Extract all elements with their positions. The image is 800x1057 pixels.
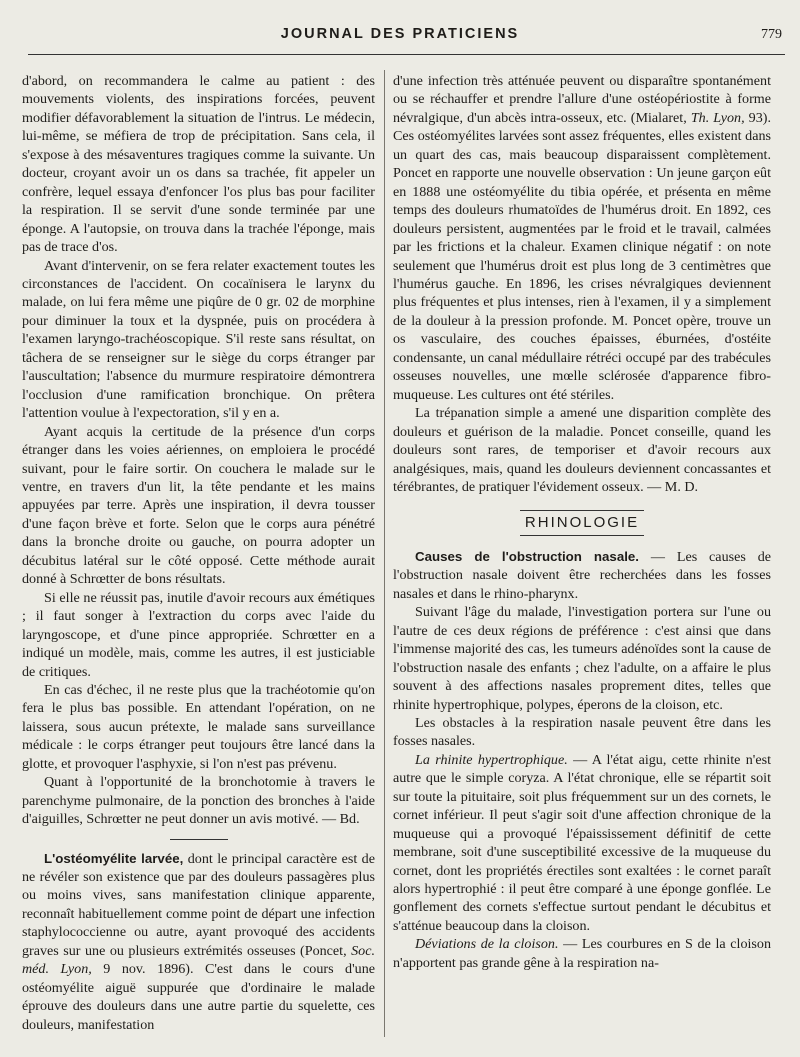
paragraph: Quant à l'opportunité de la bronchotomie à travers le parenchyme pulmonaire, de la ponction des bronches à l'aide d'aiguilles, Schrœtter ne peut donner un avis motivé. — Bd. bbox=[22, 774, 375, 828]
paragraph: Ayant acquis la certitude de la présence d'un corps étranger dans les voies aériennes, on emploiera le procédé suivant, pour le faire sortir. On couchera le malade sur le ventre, en travers d'un lit, la tête pendante et les mains appuyées par terre. Après une inspiration, il devra tousser d'une façon brève et forte. Selon que le corps aura pénétré dans la bronche droite ou gauche, on pourra adopter un décubitus latéral sur le côté opposé. Cette méthode aurait donné à Schrœtter de bons résultats. bbox=[22, 423, 375, 588]
header-rule bbox=[28, 54, 785, 55]
article-text: dont le principal caractère est de ne révéler son existence que par des douleurs passagères plus ou moins vives, sans manifestation clinique apparente, reconnaît habituellement comme point de départ une infection staphylococcienne ou autre, ayant provoqué des accidents graves sur une ou plusieurs extrémités osseuses (Poncet, bbox=[22, 850, 375, 959]
article-lead: L'ostéomyélite larvée, bbox=[44, 850, 184, 866]
page-number: 779 bbox=[761, 27, 782, 42]
article-separator bbox=[170, 839, 228, 840]
citation: Th. Lyon, bbox=[690, 109, 745, 126]
paragraph: Avant d'intervenir, on se fera relater exactement toutes les circonstances de l'accident. On cocaïnisera le larynx du malade, on lui fera même une piqûre de 0 gr. 02 de morphine pour diminuer la toux et la dyspnée, puis on procédera à l'examen laryngo-trachéoscopique. S'il reste sans résultat, on tâchera de se renseigner sur le siège du corps étranger par l'auscultation; l'absence du murmure respiratoire démontrera l'occlusion d'une ramification bronchique. On prêtera l'attention voulue à l'expectoration, s'il y en a. bbox=[22, 257, 375, 422]
left-column bbox=[22, 72, 375, 1057]
article-text: 9 nov. 1896). C'est dans le cours d'une ostéomyélite aiguë suppurée que d'ordinaire le malade éprouve des douleurs dans une autre partie du squelette, ces douleurs, manifestation bbox=[22, 961, 375, 1033]
paragraph: Suivant l'âge du malade, l'investigation portera sur l'une ou l'autre de ces deux régions de préférence : c'est ainsi que dans l'immense majorité des cas, les tumeurs adénoïdes sont la cause de l'obstruction nasale des enfants ; chez l'adulte, on a affaire le plus souvent à des affections nasales proprement dites, telles que rhinite hypertrophique, polypes, éperons de la cloison, etc. bbox=[393, 604, 771, 713]
paragraph: La trépanation simple a amené une disparition complète des douleurs et guérison de la maladie. Poncet conseille, quand les douleurs sont rares, de temporiser et d'avoir recours aux analgésiques, mais, quand les douleurs deviennent concassantes et térébrantes, de pratiquer l'évidement osseux. — M. D. bbox=[393, 405, 771, 495]
paragraph: Les obstacles à la respiration nasale peuvent être dans les fosses nasales. bbox=[393, 714, 771, 750]
causes-article bbox=[393, 548, 771, 603]
paragraph bbox=[393, 72, 771, 404]
paragraph-text: 93). Ces ostéomyélites larvées sont assez fréquentes, elles existent dans un quart des cas, mais beaucoup disparaissent complètement. Poncet en rapporte une nouvelle observation : Un jeune garçon eût en 1888 une ostéomyélite du tibia opérée, et présenta en même temps des douleurs rhumatoïdes de l'humérus droit. En 1892, ces douleurs persistent, augmentées par le froid et le travail, calmées par les frictions et la chaleur. Examen clinique négatif : on note seulement que l'humérus droit est plus long de 3 centimètres que l'humérus gauche. En 1896, les crises névralgiques deviennent plus fréquentes et plus intenses, rien à l'examen, il y a simplement de la douleur à la pression profonde. M. Poncet opère, trouve un os vasculaire, des couches épaisses, éburnées, d'ostéite condensante, un canal médullaire rétréci occupé par des trabécules osseuses nouvelles, une mœlle sclérosée d'apparence fibro-muqueuse. Les cultures ont été stériles. bbox=[393, 109, 771, 403]
osteomyelite-article bbox=[22, 850, 375, 1035]
deviations-paragraph bbox=[393, 935, 771, 972]
paragraph: Si elle ne réussit pas, inutile d'avoir recours aux émétiques ; il faut songer à l'extraction du corps avec l'aide du laryngoscope, et d'une pince appropriée. Schrœtter en a indiqué un modèle, mais, comme les autres, il est justiciable de critiques. bbox=[22, 589, 375, 680]
rhinite-paragraph bbox=[393, 751, 771, 936]
section-title: RHINOLOGIE bbox=[524, 514, 640, 532]
paragraph-text: — Les courbures en S de la cloison n'apportent pas grande gêne à la respiration na- bbox=[393, 936, 771, 971]
section-heading bbox=[520, 510, 644, 535]
paragraph: d'abord, on recommandera le calme au patient : des mouvements violents, des inspirations forcées, peuvent modifier défavorablement la situation de l'intrus. Le médecin, lui-même, se méfiera de trop de précipitation. Sans cela, il s'expose à des mésaventures tragiques comme la suivante. Un docteur, croyant avoir un os dans sa trachée, fit appeler un confrère, lequel essaya d'enfoncer l'os plus bas pour faciliter la respiration. Il se servit d'une sonde terminée par une éponge. A l'autopsie, on trouva dans la trachée l'éponge, mais pas de trace d'os. bbox=[22, 73, 375, 256]
right-column bbox=[393, 72, 771, 1057]
journal-title: JOURNAL DES PRATICIENS bbox=[280, 26, 520, 42]
citation: Soc. méd. Lyon, bbox=[22, 942, 375, 978]
subheading: Déviations de la cloison. bbox=[415, 936, 559, 953]
paragraph: En cas d'échec, il ne reste plus que la trachéotomie qu'on fera le plus bas possible. En attendant l'opération, on ne laissera, sous aucun prétexte, le malade sans surveillance médicale : le corps étranger peut toujours être lancé dans la glotte, et provoquer l'asphyxie, si l'on n'est pas prévenu. bbox=[22, 681, 375, 772]
article-lead: Causes de l'obstruction nasale. bbox=[415, 548, 640, 564]
paragraph-text: d'une infection très atténuée peuvent ou disparaître spontanément ou se réchauffer et prendre l'allure d'une ostéopériostite à forme névralgique, d'un abcès intra-osseux, etc. (Mialaret, bbox=[393, 73, 771, 126]
paragraph-text: — A l'état aigu, cette rhinite n'est autre que le simple coryza. A l'état chronique, elle se répartit soit sur toute la pituitaire, soit plus fréquemment sur un des cornets, le cornet inférieur. Il peut s'agir soit d'une affection chronique de la muqueuse qui a provoqué l'épaississement définitif de cette membrane, soit d'une susceptibilité excessive de la muqueuse du cornet, dont les propriétés érectiles sont exaltées : le cornet paraît alors hypertrophié : il peut être comparé à une éponge gonflée. Le gonflement des cornets s'effectue surtout pendant le décubitus et s'atténue beaucoup dans la cloison. bbox=[393, 751, 771, 934]
subheading: La rhinite hypertrophique. bbox=[415, 751, 568, 768]
article-text: — Les causes de l'obstruction nasale doivent être recherchées dans les fosses nasales et dans le rhino-pharynx. bbox=[393, 548, 771, 602]
running-head bbox=[0, 26, 800, 48]
column-divider bbox=[384, 70, 385, 1037]
